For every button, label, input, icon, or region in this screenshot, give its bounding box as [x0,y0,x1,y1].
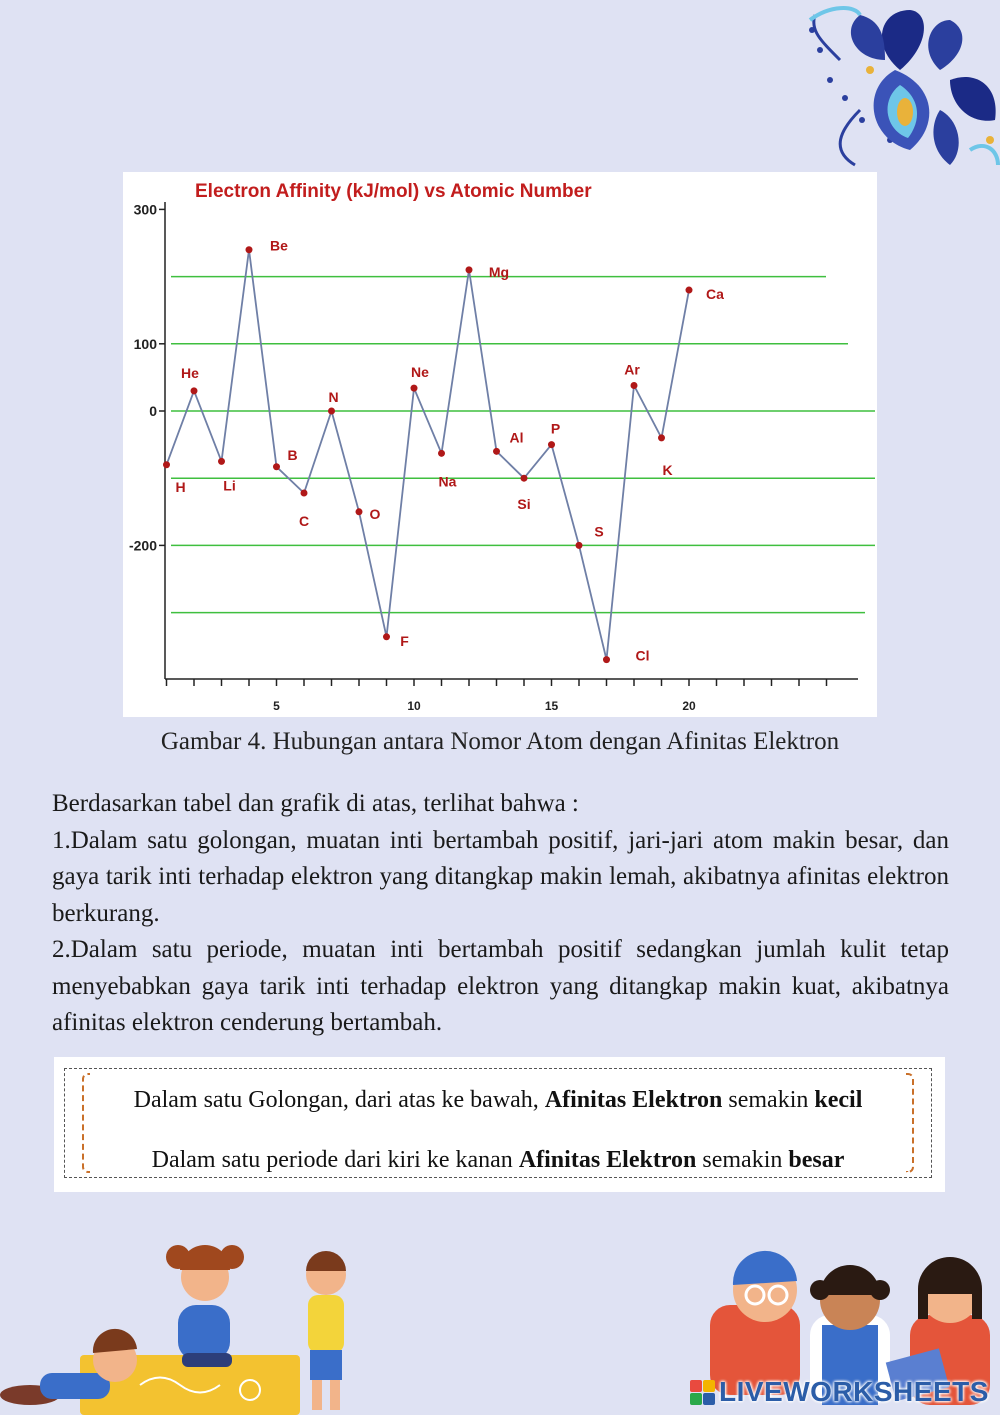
data-label: Na [438,473,457,490]
data-label: C [298,512,310,529]
left-bracket-icon [82,1073,90,1173]
data-point [328,408,335,415]
summary-period-result: besar [788,1147,845,1173]
watermark-text: LIVEWORKSHEETS [719,1376,989,1407]
data-point [438,450,445,457]
y-tick-label: 0 [149,403,157,419]
floral-ornament-icon [800,0,1000,175]
data-label: H [175,478,186,495]
summary-group-text-2: semakin [722,1087,815,1113]
data-label: O [369,505,381,522]
electron-affinity-chart [123,172,877,717]
data-label: K [662,461,673,478]
data-label: Al [509,429,524,446]
data-point [603,656,610,663]
data-label: Si [517,496,531,513]
data-point [686,287,693,294]
data-label: N [328,389,339,405]
data-label: Ne [411,364,429,381]
series-line [167,250,690,660]
point-one-paragraph: 1.Dalam satu golongan, muatan inti bertambah positif, jari-jari atom makin besar, dan gaya tarik inti terhadap elektron yang ditangkap makin lemah, akibatnya afinitas elektron berkurang. [52,826,949,927]
data-point [218,458,225,465]
data-point [631,382,638,389]
data-label: B [287,446,298,463]
data-label: Cl [635,647,650,664]
data-point [301,489,308,496]
data-point [466,266,473,273]
data-label: Li [223,477,236,494]
summary-period-text-2: semakin [696,1147,789,1173]
data-point [273,463,280,470]
y-tick-label: 100 [133,335,157,352]
data-point [246,246,253,253]
chart-canvas [123,172,877,717]
data-point [576,542,583,549]
figure-caption: Gambar 4. Hubungan antara Nomor Atom dengan Afinitas Elektron [160,728,840,755]
y-tick-label: -200 [128,537,157,554]
data-label: P [550,420,561,437]
summary-period-text: Dalam satu periode dari kiri ke kanan [151,1147,519,1173]
right-bracket-icon [906,1073,914,1173]
x-tick-label: 5 [273,699,280,713]
data-label: He [181,364,199,381]
data-point [548,441,555,448]
data-label: Mg [488,263,510,280]
children-drawing-illustration [0,1245,370,1415]
data-label: Ar [624,361,640,378]
body-text [52,786,949,1042]
summary-period-term: Afinitas Elektron [518,1147,697,1173]
summary-group-result: kecil [814,1087,863,1113]
x-tick-label: 15 [544,699,559,713]
summary-box [54,1057,945,1192]
data-label: F [400,632,409,649]
point-two-paragraph: 2.Dalam satu periode, muatan inti bertambah positif sedangkan jumlah kulit tetap menyebabkan gaya tarik inti terhadap elektron yang ditangkap makin kuat, akibatnya afinitas elektron cenderung bertambah. [52,936,949,1036]
x-tick-label: 20 [682,699,696,713]
liveworksheets-watermark [690,1372,989,1412]
intro-paragraph: Berdasarkan tabel dan grafik di atas, terlihat bahwa : [52,790,579,817]
data-point [356,508,363,515]
data-point [658,434,665,441]
y-tick-label: 300 [133,201,157,218]
data-point [411,385,418,392]
data-point [521,475,528,482]
chart-title: Electron Affinity (kJ/mol) vs Atomic Number [195,181,592,202]
summary-dashed-frame [64,1068,932,1178]
data-point [163,461,170,468]
data-label: Be [270,237,288,254]
data-label: S [594,523,604,540]
summary-line-group [65,1087,931,1114]
x-tick-label: 10 [407,699,421,713]
data-point [191,387,198,394]
data-point [383,633,390,640]
summary-group-text: Dalam satu Golongan, dari atas ke bawah, [133,1087,545,1113]
summary-line-period [65,1147,931,1174]
data-point [493,448,500,455]
summary-group-term: Afinitas Elektron [544,1087,723,1113]
data-label: Ca [706,286,724,303]
liveworksheets-logo-icon [690,1380,715,1405]
